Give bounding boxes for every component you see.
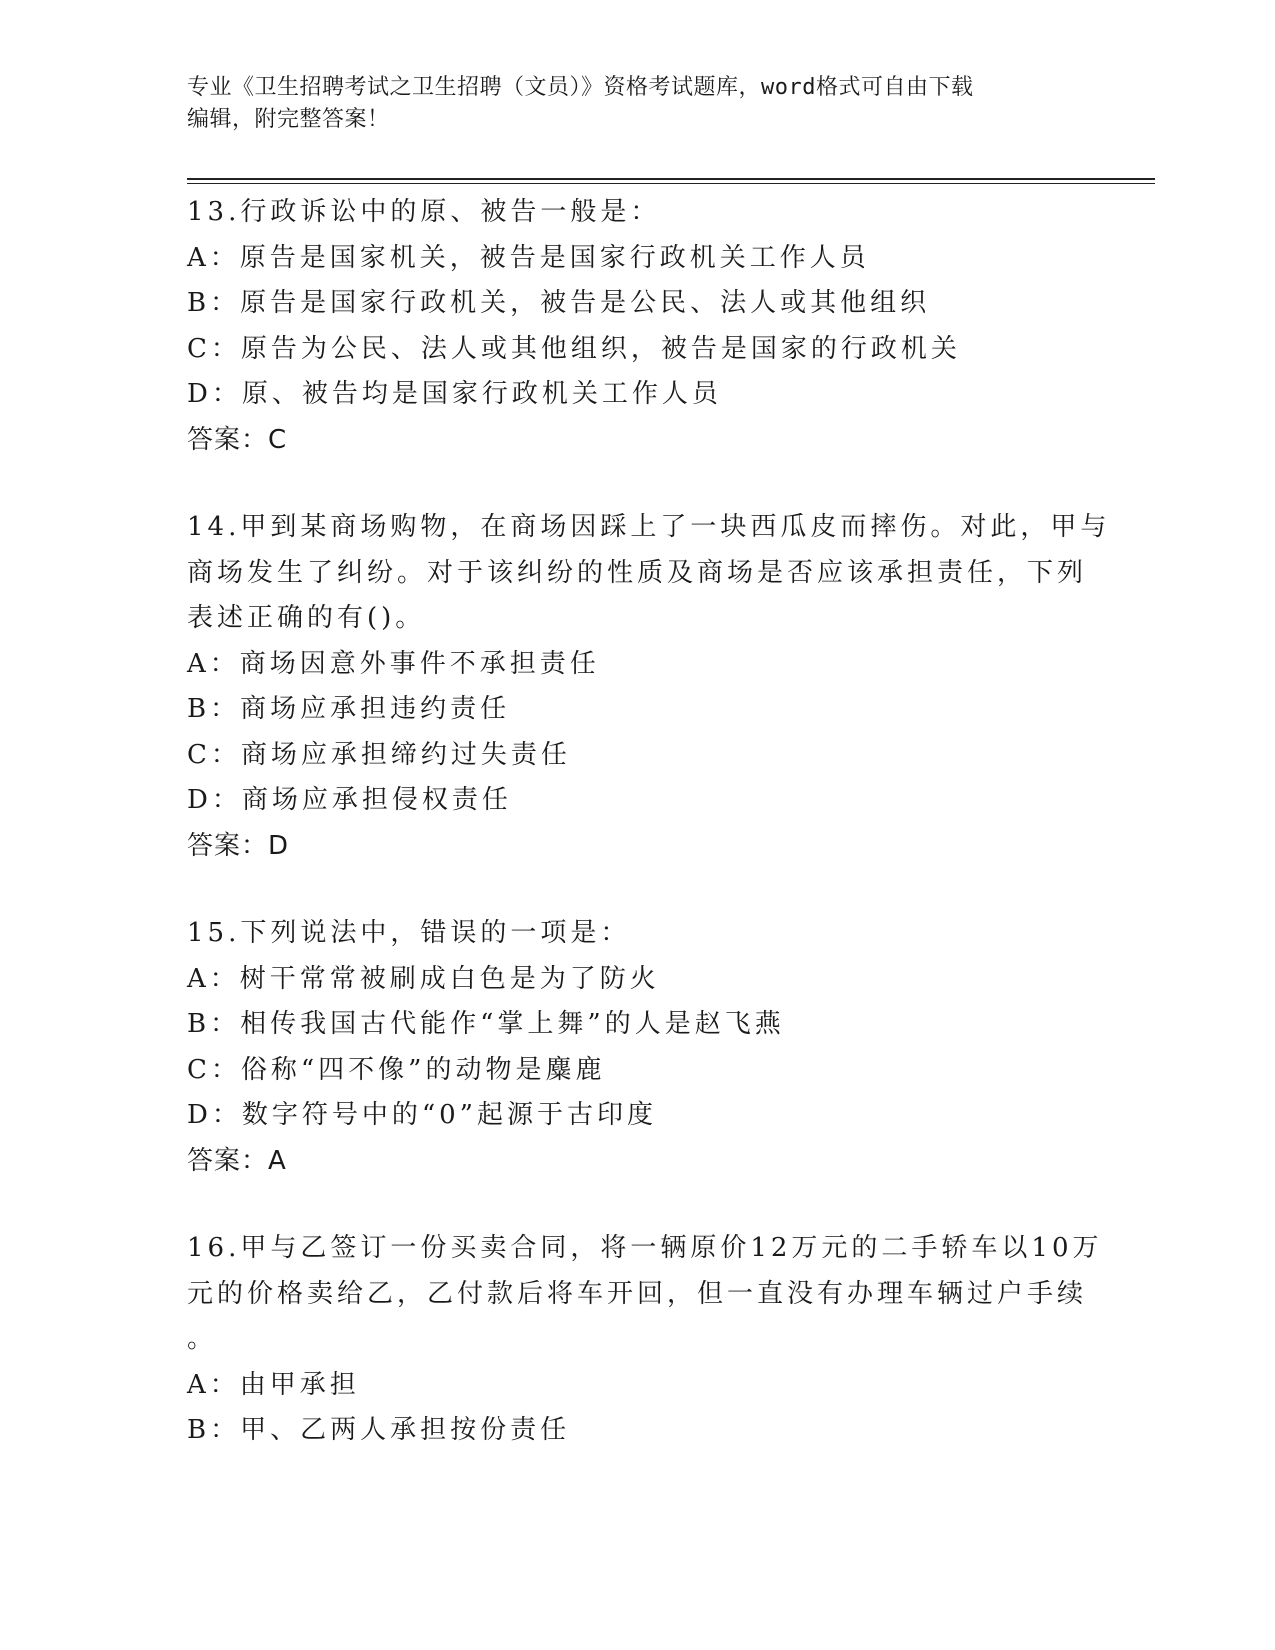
question-spacer (187, 869, 1087, 911)
question-stem: 16.甲与乙签订一份买卖合同，将一辆原价12万元的二手轿车以10万 (187, 1233, 1103, 1263)
option-a: A：由甲承担 (187, 1369, 360, 1400)
option-d: D：商场应承担侵权责任 (187, 785, 512, 815)
header-line-1: 专业《卫生招聘考试之卫生招聘（文员）》资格考试题库，word格式可自由下载 (187, 75, 974, 100)
question-14 (187, 505, 1111, 869)
option-b: B：相传我国古代能作“掌上舞”的人是赵飞燕 (187, 1009, 785, 1039)
option-b: B：原告是国家行政机关，被告是公民、法人或其他组织 (187, 288, 931, 318)
answer: 答案：A (187, 1145, 287, 1176)
question-15 (187, 911, 1087, 1184)
question-stem-continued: 商场发生了纠纷。对于该纠纷的性质及商场是否应该承担责任，下列 (187, 557, 1088, 588)
question-stem: 13.行政诉讼中的原、被告一般是： (187, 197, 661, 227)
option-a: A：商场因意外事件不承担责任 (187, 648, 600, 679)
answer: 答案：D (187, 830, 290, 861)
header-divider-thin (187, 183, 1155, 184)
question-16 (187, 1226, 1103, 1454)
question-stem-continued: 元的价格卖给乙，乙付款后将车开回，但一直没有办理车辆过户手续 (187, 1278, 1088, 1309)
question-stem: 14.甲到某商场购物，在商场因踩上了一块西瓜皮而摔伤。对此，甲与 (187, 512, 1111, 542)
option-c: C：商场应承担缔约过失责任 (187, 739, 571, 770)
question-stem: 15.下列说法中，错误的一项是： (187, 918, 631, 948)
option-b: B：商场应承担违约责任 (187, 694, 511, 724)
question-stem-continued: 表述正确的有()。 (187, 603, 426, 633)
question-spacer (187, 463, 1087, 505)
question-spacer (187, 1184, 1087, 1226)
option-a: A：树干常常被刷成白色是为了防火 (187, 963, 660, 994)
header-line-2: 编辑，附完整答案！ (187, 107, 390, 132)
option-b: B：甲、乙两人承担按份责任 (187, 1415, 571, 1445)
document-header (187, 72, 1087, 136)
question-list (187, 190, 1111, 1454)
answer: 答案：C (187, 424, 288, 455)
question-stem-continued: 。 (187, 1324, 218, 1354)
option-c: C：原告为公民、法人或其他组织，被告是国家的行政机关 (187, 333, 961, 364)
option-d: D：原、被告均是国家行政机关工作人员 (187, 379, 722, 409)
question-13 (187, 190, 1087, 463)
option-d: D：数字符号中的“0”起源于古印度 (187, 1100, 657, 1130)
header-divider-thick (187, 178, 1155, 180)
option-c: C：俗称“四不像”的动物是麋鹿 (187, 1054, 606, 1085)
option-a: A：原告是国家机关，被告是国家行政机关工作人员 (187, 242, 870, 273)
